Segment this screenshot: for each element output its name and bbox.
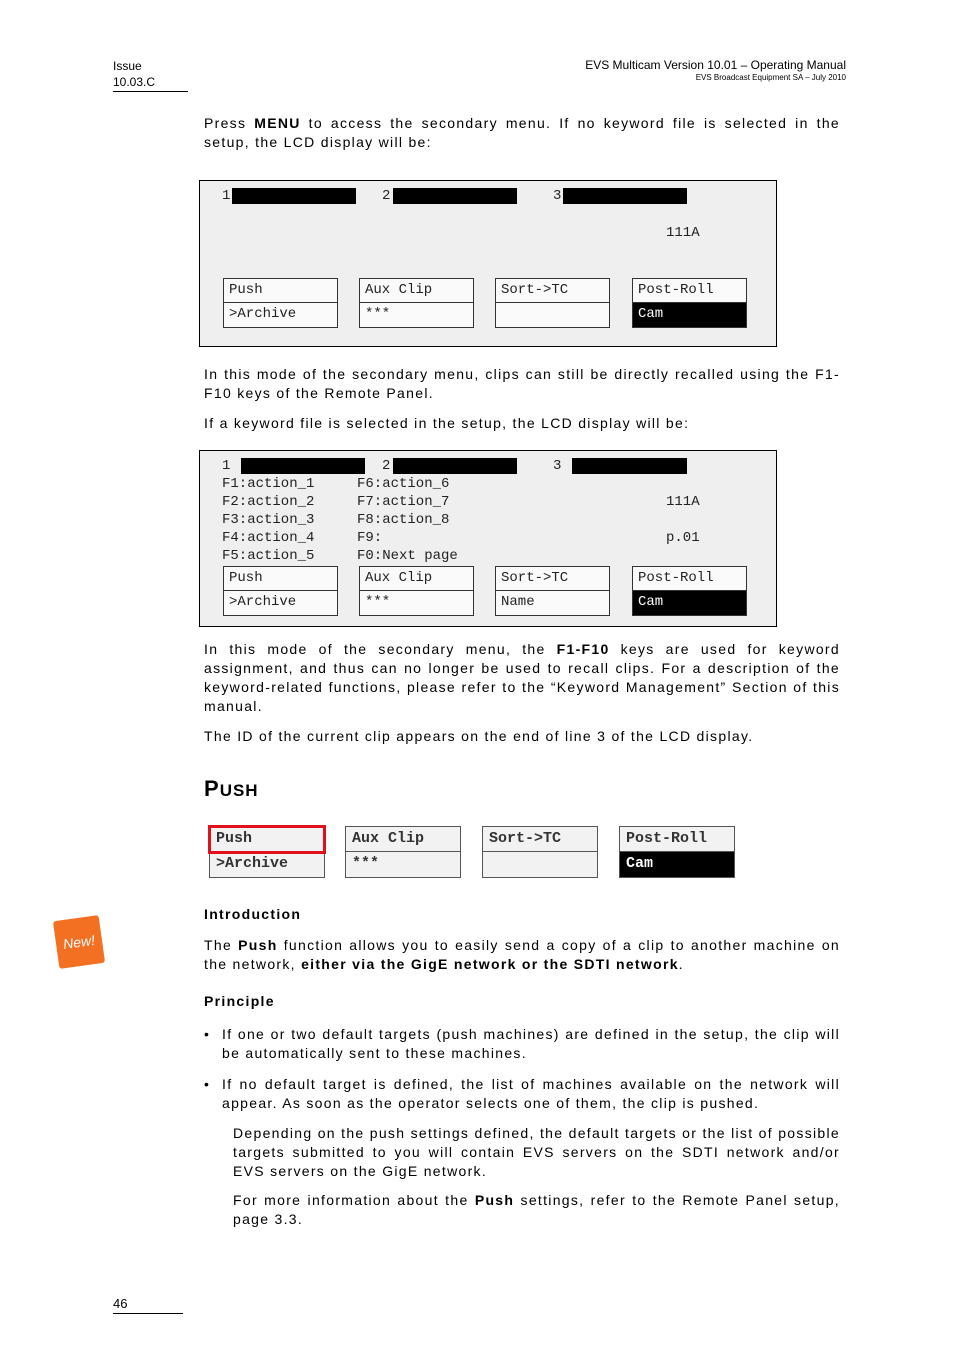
bullet-item <box>204 1025 840 1063</box>
lcd-channel-1: 1 <box>222 188 231 204</box>
key-top: Sort->TC <box>483 827 597 852</box>
aux-clip-key <box>345 826 461 878</box>
key-top: Push <box>224 567 337 591</box>
issue-number: 10.03.C <box>113 75 156 89</box>
lcd-keyword: F6:action_6 <box>357 476 450 492</box>
lcd-black-bar <box>563 188 687 204</box>
sort-key <box>482 826 598 878</box>
bullet-text: If one or two default targets (push machines) are defined in the setup, the clip will be automatically sent to these machines. <box>222 1026 840 1061</box>
key-top: Post-Roll <box>633 567 746 591</box>
key-top: Aux Clip <box>346 827 460 852</box>
lcd-display-no-keyword <box>199 180 777 347</box>
text: For more information about the <box>233 1192 475 1208</box>
key-bottom: *** <box>365 306 391 322</box>
key-top: Sort->TC <box>496 279 609 303</box>
key-bottom: Cam <box>633 303 746 327</box>
lcd-display-keyword <box>199 450 777 627</box>
new-badge-icon: New! <box>53 915 105 969</box>
lcd-key-push <box>223 278 338 328</box>
key-top: Push <box>224 279 337 303</box>
lcd-channel-2: 2 <box>382 188 391 204</box>
key-bottom: >Archive <box>216 855 289 872</box>
key-bottom: >Archive <box>229 306 297 322</box>
text: settings, refer to the Remote Panel setup, page 3.3. <box>233 1192 840 1227</box>
key-top: Aux Clip <box>360 279 473 303</box>
lcd-keyword: F8:action_8 <box>357 512 450 528</box>
lcd-key-aux-clip <box>359 278 474 328</box>
key-bottom <box>483 852 597 877</box>
lcd-keyword: F7:action_7 <box>357 494 450 510</box>
key-bottom: >Archive <box>229 594 297 610</box>
issue-label: Issue <box>113 59 142 73</box>
lcd-keyword: F2:action_2 <box>222 494 315 510</box>
key-bottom: Cam <box>633 591 746 615</box>
lcd-key-aux-clip <box>359 566 474 616</box>
indented-paragraph <box>233 1191 840 1229</box>
lcd-channel-3: 3 <box>553 458 562 474</box>
issue-block <box>113 58 188 92</box>
lcd-channel-3: 3 <box>553 188 562 204</box>
push-label: Push <box>474 1192 515 1208</box>
title-rest: USH <box>219 781 259 800</box>
lcd-key-post-roll <box>632 278 747 328</box>
key-bottom: *** <box>365 594 391 610</box>
key-top: Post-Roll <box>620 827 734 852</box>
post-roll-key <box>619 826 735 878</box>
lcd-black-bar <box>241 458 365 474</box>
key-bottom: *** <box>352 855 380 872</box>
introduction-paragraph <box>204 936 840 974</box>
push-key <box>209 826 325 878</box>
indented-paragraph: Depending on the push settings defined, the default targets or the list of possible targets submitted to you will contain EVS servers on the SDTI network and/or EVS servers on the GigE network. <box>233 1125 840 1179</box>
text: Press <box>204 115 255 131</box>
text: The <box>204 937 239 953</box>
lcd-clip-id: 111A <box>666 494 700 510</box>
paragraph <box>204 640 840 716</box>
text: In this mode of the secondary menu, the <box>204 641 557 657</box>
lcd-black-bar <box>572 458 687 474</box>
manual-title: EVS Multicam Version 10.01 – Operating Manual <box>585 58 846 72</box>
key-bottom <box>496 303 609 327</box>
bullet-icon: • <box>204 1076 211 1092</box>
lcd-keyword: F1:action_1 <box>222 476 315 492</box>
text: keys are used for keyword assignment, and thus can no longer be used to recall clips. For a description of the keyword-related functions, please refer to the “Keyword Management” Section of this manual. <box>204 641 840 714</box>
f-keys-label: F1-F10 <box>556 641 610 657</box>
bullet-item <box>204 1075 840 1113</box>
text: function allows you to easily send a copy of a clip to another machine on the network, <box>204 937 840 972</box>
paragraph: The ID of the current clip appears on the end of line 3 of the LCD display. <box>204 728 754 744</box>
key-top: Post-Roll <box>633 279 746 303</box>
company-line: EVS Broadcast Equipment SA – July 2010 <box>695 73 846 82</box>
lcd-black-bar <box>393 458 517 474</box>
key-top: Sort->TC <box>496 567 609 591</box>
network-emphasis: either via the GigE network or the SDTI network <box>301 956 679 972</box>
lcd-keyword: F4:action_4 <box>222 530 315 546</box>
key-bottom: Name <box>501 594 535 610</box>
lcd-channel-2: 2 <box>382 458 391 474</box>
intro-paragraph <box>204 114 840 152</box>
lcd-key-sort <box>495 278 610 328</box>
lcd-keyword: F0:Next page <box>357 548 458 564</box>
paragraph: In this mode of the secondary menu, clips can still be directly recalled using the F1-F10 keys of the Remote Panel. <box>204 366 840 401</box>
paragraph: If a keyword file is selected in the setup, the LCD display will be: <box>204 415 690 431</box>
push-key-strip <box>208 826 738 880</box>
section-title <box>204 776 259 802</box>
lcd-page-number: p.01 <box>666 530 700 546</box>
title-initial: P <box>204 776 220 801</box>
key-bottom: Cam <box>620 852 734 877</box>
lcd-key-push <box>223 566 338 616</box>
text: . <box>678 956 684 972</box>
introduction-heading: Introduction <box>204 906 302 922</box>
bullet-icon: • <box>204 1026 211 1042</box>
lcd-clip-id: 111A <box>666 225 700 241</box>
lcd-channel-1: 1 <box>222 458 231 474</box>
push-label: Push <box>238 937 278 953</box>
lcd-black-bar <box>393 188 517 204</box>
key-top: Push <box>210 827 324 852</box>
menu-key-label: MENU <box>254 115 301 131</box>
text: to access the secondary menu. If no keyword file is selected in the setup, the LCD display will be: <box>204 115 840 150</box>
bullet-text: If no default target is defined, the list of machines available on the network will appear. As soon as the operator selects one of them, the clip is pushed. <box>222 1076 840 1111</box>
lcd-keyword: F9: <box>357 530 383 546</box>
lcd-keyword: F3:action_3 <box>222 512 315 528</box>
key-top: Aux Clip <box>360 567 473 591</box>
lcd-key-post-roll <box>632 566 747 616</box>
lcd-keyword: F5:action_5 <box>222 548 315 564</box>
lcd-key-sort <box>495 566 610 616</box>
page-number: 46 <box>113 1296 183 1314</box>
lcd-black-bar <box>232 188 356 204</box>
principle-heading: Principle <box>204 993 275 1009</box>
